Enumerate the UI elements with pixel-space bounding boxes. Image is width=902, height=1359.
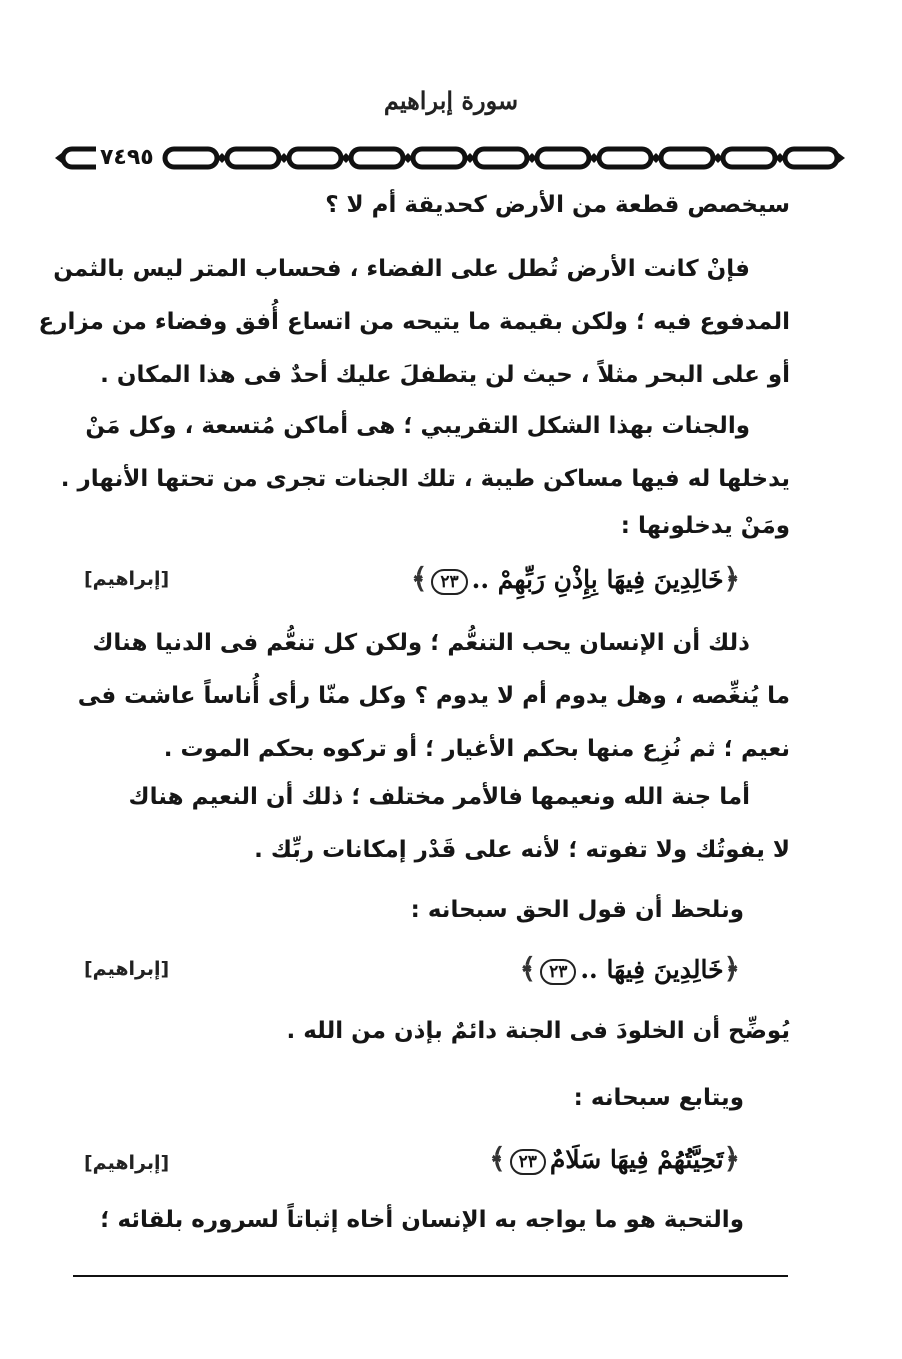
text-line: ويتابع سبحانه : [573, 1085, 744, 1111]
verse-number: ٢٣ [431, 569, 467, 595]
text-line: أو على البحر مثلاً ، حيث لن يتطفلَ عليك أحدٌ فى هذا المكان . [100, 362, 790, 388]
paragraph [39, 243, 791, 402]
text-line: فإنْ كانت الأرض تُطل على الفضاء ، فحساب المتر ليس بالثمن [53, 256, 750, 282]
verse-number: ٢٣ [510, 1149, 546, 1175]
footer-rule [73, 1275, 788, 1277]
quran-verse [489, 1142, 740, 1175]
text-line: والتحية هو ما يواجه به الإنسان أخاه إثباتاً لسروره بلقائه ؛ [100, 1207, 744, 1233]
quran-verse [520, 952, 740, 985]
text-line: يدخلها له فيها مساكن طيبة ، تلك الجنات تجرى من تحتها الأنهار . [60, 466, 790, 492]
verse-reference: [إبراهيم] [84, 568, 170, 590]
verse-text: خَالِدِينَ فِيهَا .. [580, 955, 724, 984]
text-line: ما يُنغِّصه ، وهل يدوم أم لا يدوم ؟ وكل منّا رأى أُناساً عاشت فى [77, 683, 790, 709]
verse-text: خَالِدِينَ فِيهَا بِإِذْنِ رَبِّهِمْ .. [471, 565, 724, 594]
ornament-border [55, 141, 845, 175]
text-line: لا يفوتُك ولا تفوته ؛ لأنه على قَدْر إمكانات ربِّك . [254, 837, 790, 863]
text-line: ومَنْ يدخلونها : [620, 513, 790, 539]
ornate-bracket-left: ﴾ [519, 952, 537, 985]
text-line: يُوضِّح أن الخلودَ فى الجنة دائمٌ بإذن من الله . [286, 1018, 790, 1044]
verse-reference: [إبراهيم] [84, 1152, 170, 1174]
paragraph [129, 771, 790, 877]
text-line: المدفوع فيه ؛ ولكن بقيمة ما يتيحه من اتساع أُفق وفضاء من مزارع [38, 309, 790, 335]
paragraph [78, 617, 790, 776]
ornate-bracket-right: ﴿ [723, 562, 740, 595]
ornate-bracket-left: ﴾ [411, 562, 428, 595]
surah-title: سورة إبراهيم [383, 86, 519, 115]
text-line: أما جنة الله ونعيمها فالأمر مختلف ؛ ذلك أن النعيم هناك [128, 784, 750, 810]
ornate-bracket-right: ﴿ [723, 952, 740, 985]
paragraph [61, 400, 790, 546]
page-number: ٧٤٩٥ [96, 141, 158, 175]
text-line: سيخصص قطعة من الأرض كحديقة أم لا ؟ [325, 192, 790, 218]
text-line: نعيم ؛ ثم نُزِع منها بحكم الأغيار ؛ أو تركوه بحكم الموت . [163, 736, 790, 762]
verse-text: تَحِيَّتُهُمْ فِيهَا سَلَامٌ [549, 1145, 724, 1174]
quran-verse [411, 562, 740, 595]
verse-reference: [إبراهيم] [84, 958, 170, 980]
text-line: ذلك أن الإنسان يحب التنعُّم ؛ ولكن كل تنعُّم فى الدنيا هناك [92, 630, 750, 656]
verse-number: ٢٣ [540, 959, 576, 985]
ornate-bracket-left: ﴾ [489, 1142, 506, 1175]
text-line: ونلحظ أن قول الحق سبحانه : [410, 897, 744, 923]
text-line: والجنات بهذا الشكل التقريبي ؛ هى أماكن مُتسعة ، وكل مَنْ [85, 413, 750, 439]
ornate-bracket-right: ﴿ [723, 1142, 740, 1175]
